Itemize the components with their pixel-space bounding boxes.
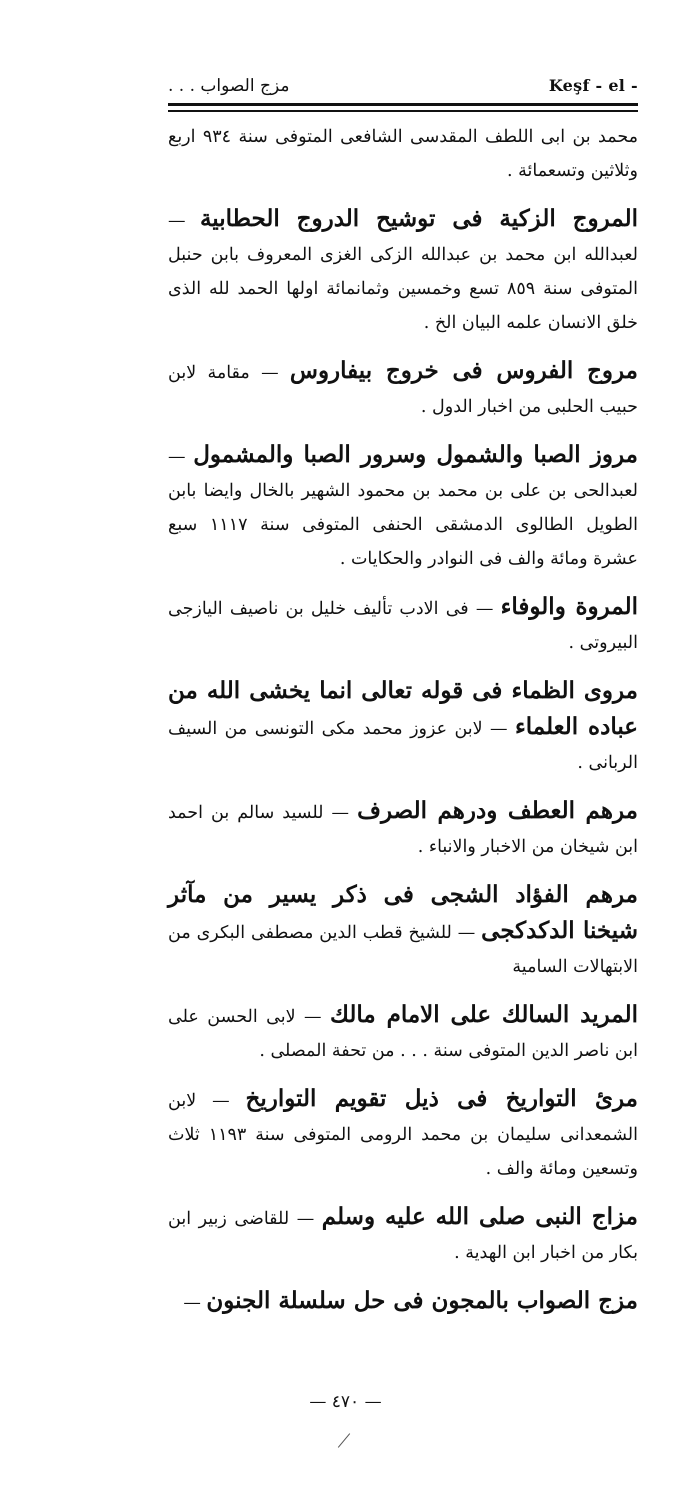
entry [168,878,638,984]
entry [168,998,638,1068]
entry-title: المروة والوفاء [500,593,638,620]
entry-text: — للسيد سالم بن احمد ابن شيخان من الاخبار والانباء . [168,803,638,857]
entry-title: مرهم العطف ودرهم الصرف [357,797,638,824]
entry-title: مروى الظماء فى قوله تعالى انما يخشى الله من عباده العلماء [168,677,638,740]
entry [168,794,638,864]
entry-text: — لابن عزوز محمد مكى التونسى من السيف الربانى . [168,719,638,773]
page-number: — ٤٧٠ — [309,1392,382,1412]
entry-title: مزاج النبى صلى الله عليه وسلم [321,1203,638,1230]
entry-title: مزج الصواب بالمجون فى حل سلسلة الجنون [206,1287,638,1314]
entry-title: مروج الفروس فى خروج بيفاروس [289,357,638,384]
entry [168,438,638,576]
entry-text: — لابى الحسن على ابن ناصر الدين المتوفى سنة . . . من تحفة المصلى . [168,1007,638,1061]
entry-title: المريد السالك على الامام مالك [329,1001,638,1028]
series-title: Keşf - el - [548,76,638,95]
entry-text: — للشيخ قطب الدين مصطفى البكرى من الابتهالات السامية [168,923,638,977]
entry-title: مروز الصبا والشمول وسرور الصبا والمشمول [193,441,638,468]
entry [168,1284,638,1320]
header-rule-thin [168,110,638,112]
page-header [168,68,638,104]
entry-title: المروج الزكية فى توشيح الدروج الحطابية [199,205,638,232]
entry [168,354,638,424]
entry-text: — فى الادب تأليف خليل بن ناصيف اليازجى البيروتى . [168,599,638,653]
entry-text: — للقاضى زبير ابن بكار من اخبار ابن الهدية . [168,1209,638,1263]
entry-text: — لعبدالحى بن على بن محمد بن محمود الشهير بالخال وايضا بابن الطويل الطالوى الدمشقى الحنفى المتوفى سنة ١١١٧ سبع عشرة ومائة والف فى النوادر والحكايات . [168,447,638,569]
entry [168,202,638,340]
entry-text: — لعبدالله ابن محمد بن عبدالله الزكى الغزى المعروف بابن حنبل المتوفى سنة ٨٥٩ تسع وخمسين وثمانمائة اولها الحمد لله الذى خلق الانسان علمه البيان الخ . [168,211,638,333]
pencil-mark [338,1433,350,1447]
entry-title: مرئ التواريخ فى ذيل تقويم التواريخ [245,1085,638,1112]
entry-text: — [183,1293,201,1313]
entry [168,1200,638,1270]
running-title: مزج الصواب . . . [168,76,290,96]
entry [168,1082,638,1186]
entry-text: — مقامة لابن حبيب الحلبى من اخبار الدول . [168,363,638,417]
entry-title: مرهم الفؤاد الشجى فى ذكر يسير من مآثر شيخنا الدكدكجى [168,881,638,944]
entry [168,118,638,188]
header-rule-thick [168,103,638,106]
entry [168,674,638,780]
entry-text: — لابن الشمعدانى سليمان بن محمد الرومى المتوفى سنة ١١٩٣ ثلاث وتسعين ومائة والف . [168,1091,638,1179]
entries-body [168,118,638,1334]
entry-text: محمد بن ابى اللطف المقدسى الشافعى المتوفى سنة ٩٣٤ اربع وثلاثين وتسعمائة . [168,127,638,181]
entry [168,590,638,660]
